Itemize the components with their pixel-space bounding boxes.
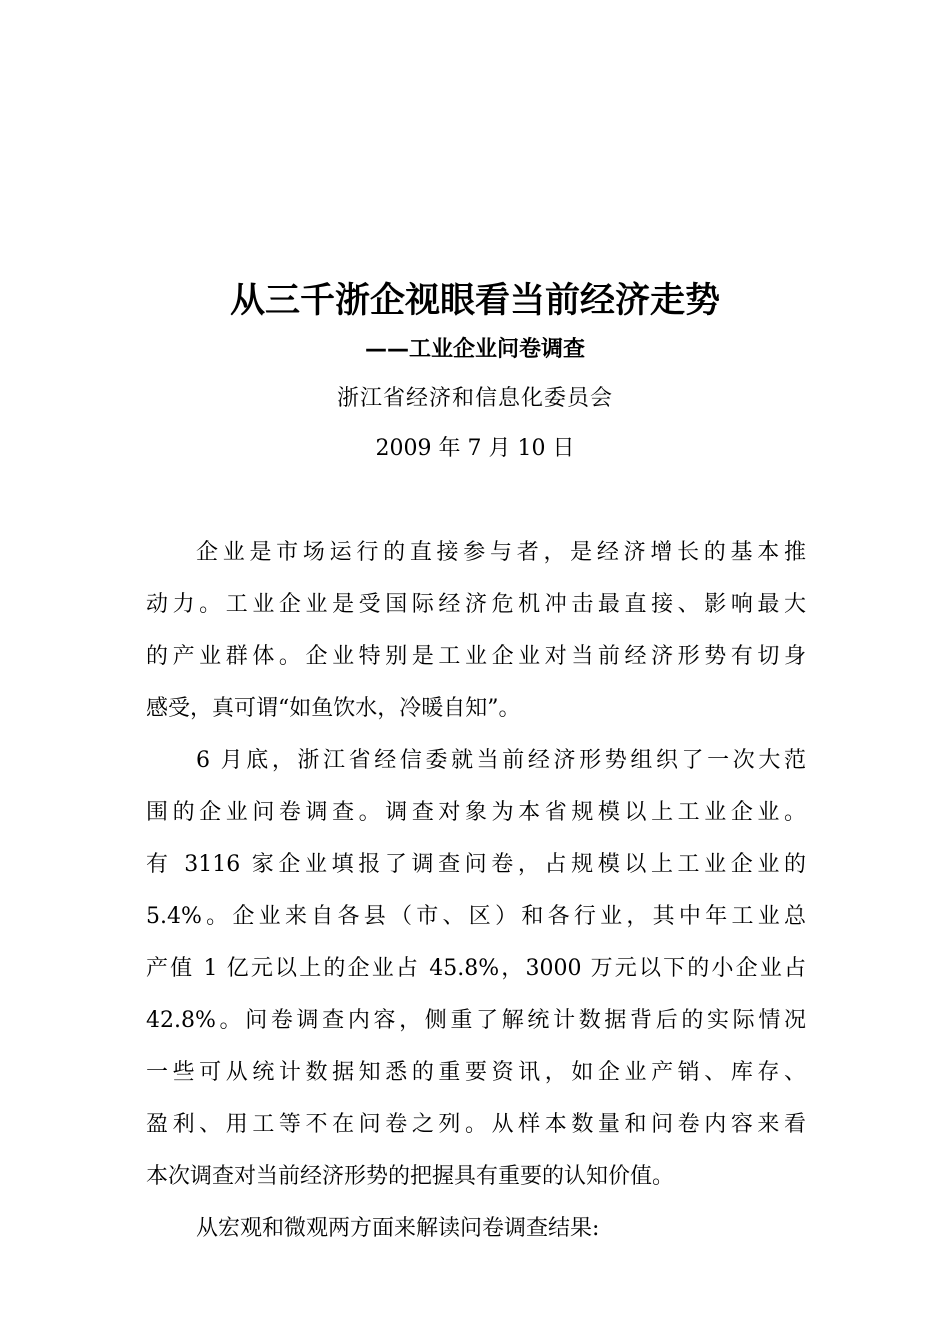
- paragraph-line: 盈利、用工等不在问卷之列。从样本数量和问卷内容来看: [146, 1112, 806, 1137]
- paragraph-line: 42.8%。问卷调查内容，侧重了解统计数据背后的实际情况: [146, 1008, 806, 1033]
- paragraph-line: 感受，真可谓“如鱼饮水，冷暖自知”。: [146, 696, 521, 721]
- document-title: 从三千浙企视眼看当前经济走势: [229, 281, 720, 321]
- paragraph-line: 从宏观和微观两方面来解读问卷调查结果:: [196, 1216, 600, 1241]
- document-subtitle: ——工业企业问卷调查: [364, 337, 585, 362]
- paragraph-line: 5.4%。企业来自各县（市、区）和各行业，其中年工业总: [146, 904, 806, 929]
- paragraph-line: 产值 1 亿元以上的企业占 45.8%，3000 万元以下的小企业占: [146, 956, 806, 981]
- paragraph-line: 6 月底，浙江省经信委就当前经济形势组织了一次大范: [196, 748, 806, 773]
- paragraph-line: 的产业群体。企业特别是工业企业对当前经济形势有切身: [146, 644, 806, 669]
- paragraph-conclusion-intro: [146, 1203, 806, 1255]
- author-organization: 浙江省经济和信息化委员会: [336, 386, 613, 411]
- paragraph-intro: [146, 527, 806, 735]
- paragraph-line: 围的企业问卷调查。调查对象为本省规模以上工业企业。: [146, 800, 806, 825]
- paragraph-line: 有 3116 家企业填报了调查问卷，占规模以上工业企业的: [146, 852, 806, 877]
- paragraph-line: 本次调查对当前经济形势的把握具有重要的认知价值。: [146, 1164, 675, 1189]
- document-body: [146, 527, 806, 1255]
- paragraph-line: 动力。工业企业是受国际经济危机冲击最直接、影响最大: [146, 592, 806, 617]
- document-date: 2009 年 7 月 10 日: [375, 436, 575, 461]
- paragraph-survey: [146, 735, 806, 1203]
- paragraph-line: 企业是市场运行的直接参与者，是经济增长的基本推: [196, 540, 806, 565]
- paragraph-line: 一些可从统计数据知悉的重要资讯，如企业产销、库存、: [146, 1060, 806, 1085]
